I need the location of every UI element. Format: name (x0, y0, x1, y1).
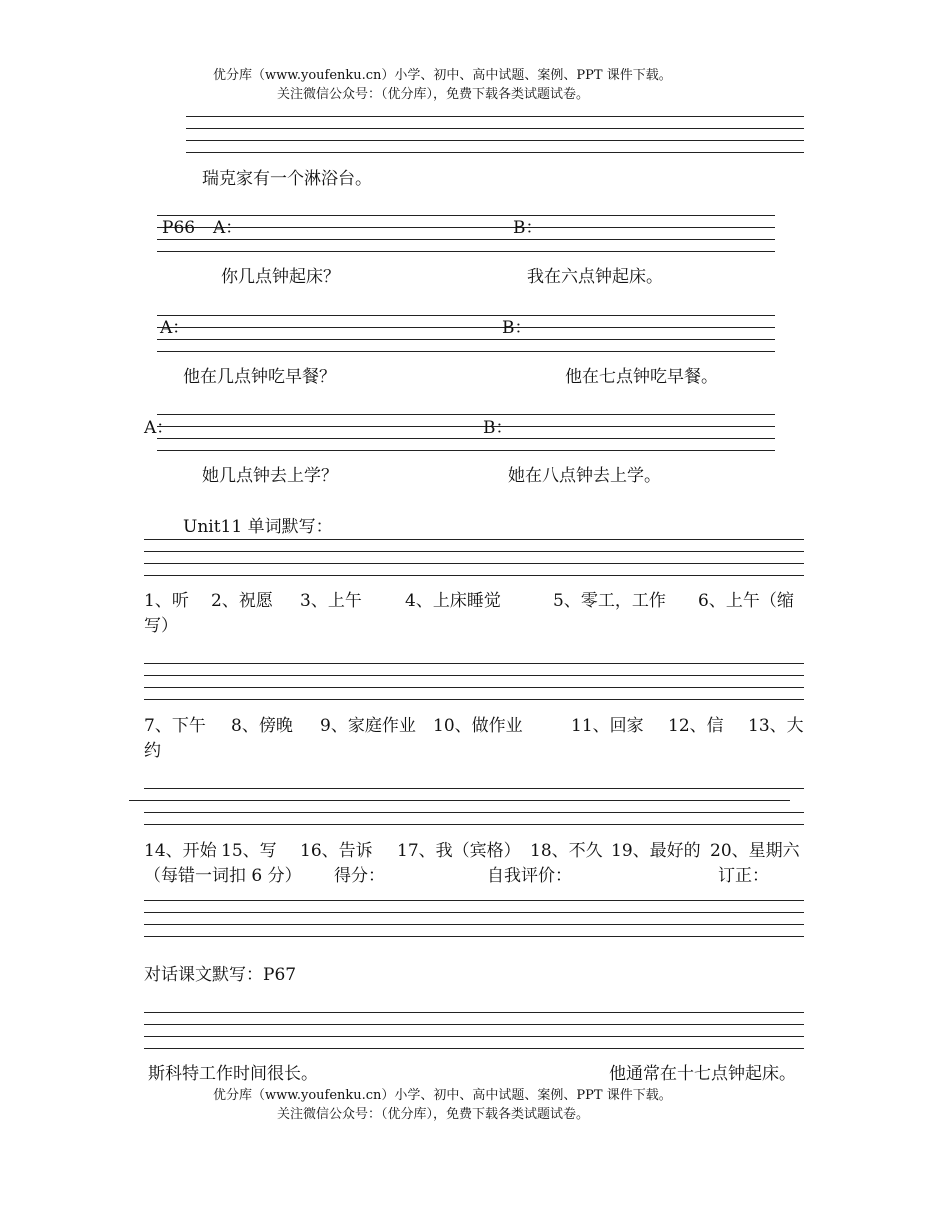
vocab-item: 4、上床睡觉 (405, 591, 501, 611)
footer-line-2: 关注微信公众号：（优分库），免费下载各类试题试卷。 (277, 1107, 590, 1122)
writing-lines (157, 414, 775, 454)
vocab-item: 6、上午（缩 (698, 591, 794, 611)
p66-a-label: A： (213, 218, 243, 238)
vocab-item: 18、不久 (530, 841, 603, 861)
dialog-1-answer: 我在六点钟起床。 (527, 267, 663, 287)
vocab-item-continuation: 写） (144, 616, 178, 636)
writing-lines (144, 900, 804, 940)
vocab-item: 19、最好的 (611, 841, 701, 861)
dialog-1-question: 你几点钟起床？ (221, 267, 340, 287)
writing-line (144, 788, 804, 789)
ab2-b-label: B： (502, 318, 532, 338)
vocab-item: 9、家庭作业 (320, 716, 416, 736)
writing-line (129, 800, 790, 801)
sentence-right: 他通常在十七点钟起床。 (609, 1064, 796, 1084)
sentence-left: 斯科特工作时间很长。 (148, 1064, 318, 1084)
vocab-item: 7、下午 (144, 716, 206, 736)
sentence-intro: 瑞克家有一个淋浴台。 (202, 169, 372, 189)
header-line-2: 关注微信公众号：（优分库），免费下载各类试题试卷。 (277, 87, 590, 102)
dialog-3-answer: 她在八点钟去上学。 (508, 466, 661, 486)
dialog-2-question: 他在几点钟吃早餐？ (183, 367, 336, 387)
writing-lines (157, 215, 775, 255)
dialog-dictation-title: 对话课文默写：P67 (144, 965, 297, 985)
ab2-a-label: A： (160, 318, 190, 338)
correction-label: 订正： (718, 866, 769, 886)
ab3-a-label: A： (144, 418, 174, 438)
header-line-1: 优分库（www.youfenku.cn）小学、初中、高中试题、案例、PPT 课件下载。 (213, 68, 672, 83)
footer-line-1: 优分库（www.youfenku.cn）小学、初中、高中试题、案例、PPT 课件下载。 (213, 1088, 672, 1103)
vocab-item: 20、星期六 (710, 841, 800, 861)
writing-lines (144, 539, 804, 579)
writing-line (144, 824, 804, 825)
writing-lines (144, 1012, 804, 1052)
dialog-3-question: 她几点钟去上学？ (202, 466, 338, 486)
vocab-item: 3、上午 (300, 591, 362, 611)
vocab-item: 11、回家 (571, 716, 644, 736)
vocab-item: 17、我（宾格） (397, 841, 521, 861)
p66-b-label: B： (513, 218, 543, 238)
unit-title: Unit11 单词默写： (183, 517, 333, 537)
vocab-item: 13、大 (748, 716, 804, 736)
vocab-item-continuation: 约 (144, 741, 161, 761)
scoring-rule: （每错一词扣 6 分） (144, 866, 302, 886)
score-label: 得分： (334, 866, 385, 886)
vocab-item: 1、听 (144, 591, 189, 611)
vocab-item: 10、做作业 (433, 716, 523, 736)
vocab-item: 15、写 (221, 841, 277, 861)
vocab-item: 8、傍晚 (231, 716, 293, 736)
writing-lines (157, 315, 775, 355)
vocab-item: 5、零工，工作 (553, 591, 666, 611)
writing-lines (186, 116, 804, 156)
writing-lines (144, 663, 804, 703)
ab3-b-label: B： (483, 418, 513, 438)
p66-label: P66 (162, 218, 196, 238)
vocab-item: 16、告诉 (300, 841, 373, 861)
writing-line (144, 812, 804, 813)
dialog-2-answer: 他在七点钟吃早餐。 (565, 367, 718, 387)
vocab-item: 12、信 (668, 716, 724, 736)
self-eval-label: 自我评价： (487, 866, 572, 886)
vocab-item: 14、开始 (144, 841, 217, 861)
vocab-item: 2、祝愿 (211, 591, 273, 611)
